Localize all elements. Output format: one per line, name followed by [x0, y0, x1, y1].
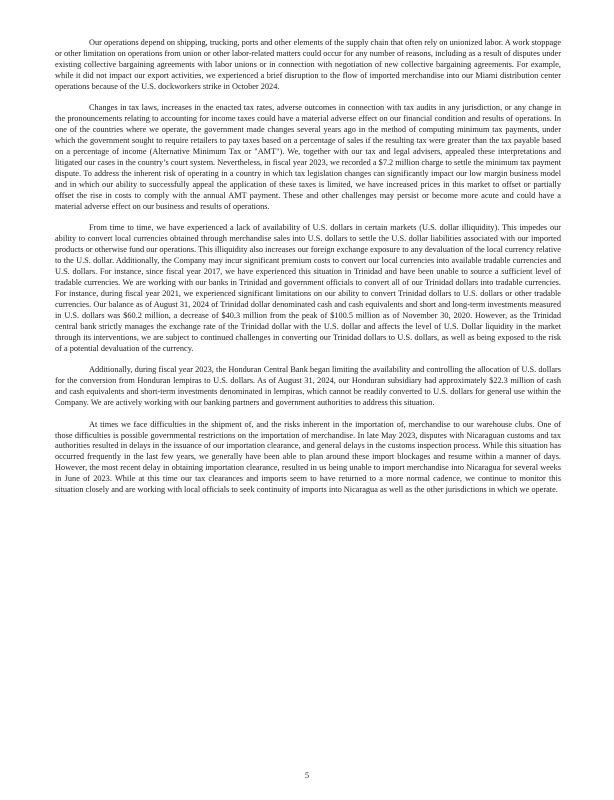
paragraph-supply-chain-labor: Our operations depend on shipping, trucking, ports and other elements of the supply chain that often rely on unionized labor. A work stoppage or other limitation on operations from union or other labor-related matters could occur for any number of reasons, including as a result of disputes under existing collective bargaining agreements with labor unions or in connection with negotiation of new collective bargaining agreements. For example, while it did not impact our export activities, we experienced a brief disruption to the flow of imported merchandise into our Miami distribution center operations because of the U.S. dockworkers strike in October 2024. — [55, 38, 561, 91]
paragraph-import-shipments: At times we face difficulties in the shipment of, and the risks inherent in the importation of, merchandise to our warehouse clubs. One of those difficulties is possible governmental restrictions on the importation of merchandise. In late May 2023, disputes with Nicaraguan customs and tax authorities resulted in delays in the issuance of our importation clearance, and general delays in the customs inspection process. While this situation has occurred frequently in the last few years, we generally have been able to plan around these import blockages and resume within a manner of days. However, the most recent delay in obtaining importation clearance, resulted in us being unable to import merchandise into Nicaragua for several weeks in June of 2023. While at this time our tax clearances and imports seem to have returned to a more normal cadence, we continue to monitor this situation closely and are working with local officials to seek continuity of imports into Nicaragua as well as the other jurisdictions in which we operate. — [55, 419, 561, 495]
paragraph-tax-laws: Changes in tax laws, increases in the enacted tax rates, adverse outcomes in connection with tax audits in any jurisdiction, or any change in the pronouncements relating to accounting for income taxes could have a material adverse effect on our financial condition and results of operations. In one of the countries where we operate, the government made changes several years ago in the method of computing minimum tax payments, under which the government sought to require retailers to pay taxes based on a percentage of sales if the resulting tax were greater than the tax payable based on a percentage of income (Alternative Minimum Tax or "AMT"). We, together with our tax and legal advisers, appealed these interpretations and litigated our cases in the country’s court system. Nevertheless, in fiscal year 2023, we recorded a $7.2 million charge to settle the minimum tax payment dispute. To address the inherent risk of operating in a country in which tax legislation changes can significantly impact our low margin business model and in which our ability to successfully appeal the application of these taxes is limited, we have increased prices in this market to offset or partially offset the rise in costs to comply with the annual AMT payment. These and other challenges may persist or become more acute and could have a material adverse effect on our business and results of operations. — [55, 103, 561, 211]
paragraph-honduras: Additionally, during fiscal year 2023, the Honduran Central Bank began limiting the availability and controlling the allocation of U.S. dollars for the conversion from Honduran lempiras to U.S. dollars. As of August 31, 2024, our Honduran subsidiary had approximately $22.3 million of cash and cash equivalents and short-term investments denominated in lempiras, which cannot be readily converted to U.S. dollars for general use within the Company. We are actively working with our banking partners and government authorities to address this situation. — [55, 365, 561, 408]
paragraph-dollar-illiquidity: From time to time, we have experienced a lack of availability of U.S. dollars in certain markets (U.S. dollar illiquidity). This impedes our ability to convert local currencies obtained through merchandise sales into U.S. dollars to settle the U.S. dollar liabilities associated with our imported products or otherwise fund our operations. This illiquidity also increases our foreign exchange exposure to any devaluation of the local currency relative to the U.S. dollar. Additionally, the Company may incur significant premium costs to convert our local currencies into available tradable currencies and U.S. dollars. For instance, since fiscal year 2017, we have experienced this situation in Trinidad and have been unable to source a sufficient level of tradable currencies. We are working with our banks in Trinidad and government officials to convert all of our Trinidad dollars into tradable currencies. For instance, during fiscal year 2021, we experienced significant limitations on our ability to convert Trinidad dollars to U.S. dollars or other tradable currencies. Our balance as of August 31, 2024 of Trinidad dollar denominated cash and cash equivalents and short and long-term investments measured in U.S. dollars was $60.2 million, a decrease of $40.3 million from the peak of $100.5 million as of November 30, 2020. However, as the Trinidad central bank strictly manages the exchange rate of the Trinidad dollar with the U.S. dollar and affects the level of U.S. Dollar liquidity in the market through its interventions, we are subject to continued challenges in converting our Trinidad dollars to U.S. dollars, as well as being exposed to the risk of a potential devaluation of the currency. — [55, 223, 561, 353]
document-body — [55, 38, 561, 507]
page-number: 5 — [304, 770, 310, 780]
